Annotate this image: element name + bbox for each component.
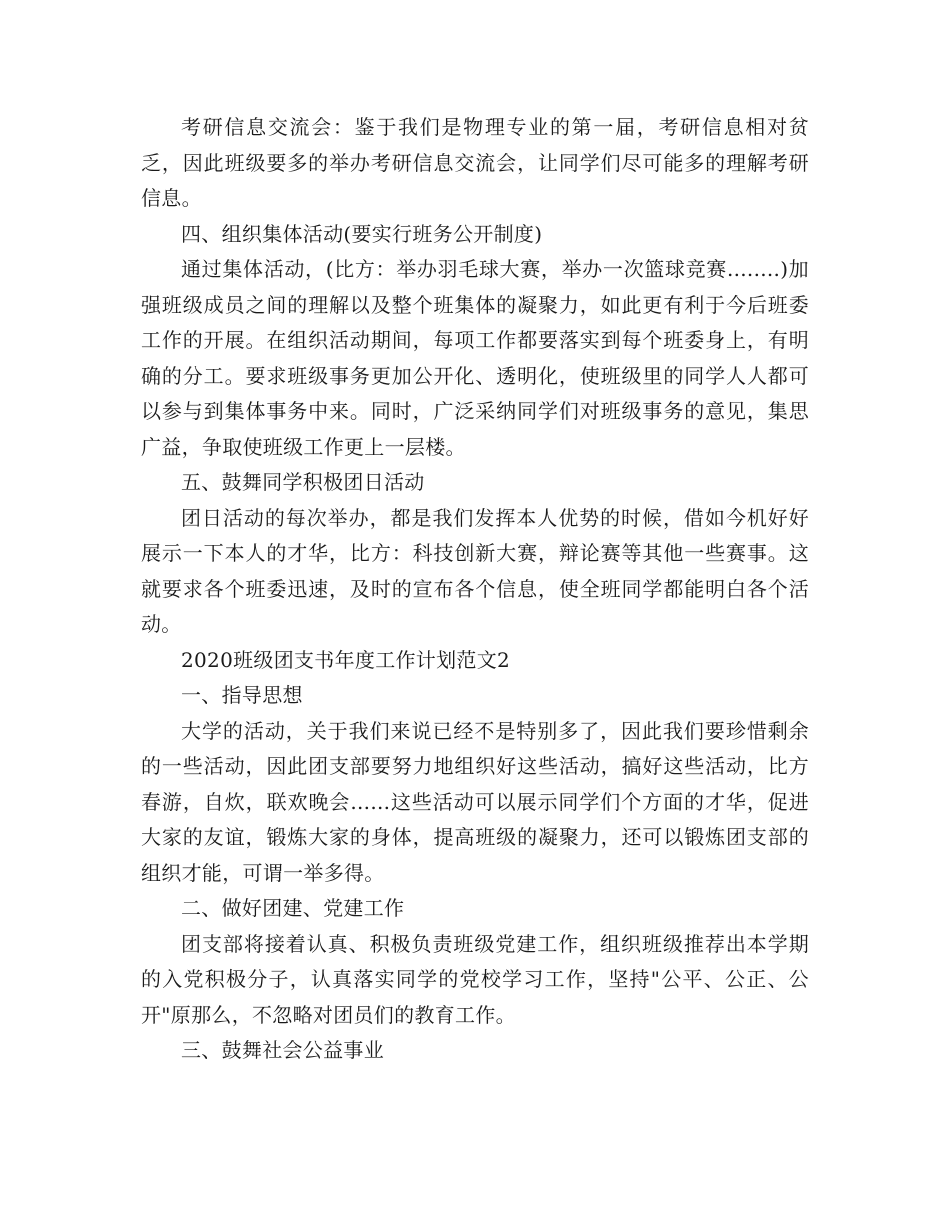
section-heading-4: 四、组织集体活动(要实行班务公开制度) [181, 221, 543, 246]
document-body [141, 110, 809, 1069]
section-heading-3: 三、鼓舞社会公益事业 [181, 1038, 384, 1062]
document-subtitle: 2020班级团支书年度工作计划范文2 [181, 647, 511, 672]
paragraph-collective-activities: 通过集体活动，(比方：举办羽毛球大赛，举办一次篮球竞赛........)加强班级成员之间的理解以及整个班集体的凝聚力，如此更有利于今后班委工作的开展。在组织活动期间，每项工作都要落实到每个班委身上，有明确的分工。要求班级事务更加公开化、透明化，使班级里的同学人人都可以参与到集体事务中来。同时，广泛采纳同学们对班级事务的意见，集思广益，争取使班级工作更上一层楼。 [141, 257, 809, 459]
paragraph-kaoyan-exchange: 考研信息交流会：鉴于我们是物理专业的第一届，考研信息相对贫乏，因此班级要多的举办考研信息交流会，让同学们尽可能多的理解考研信息。 [141, 115, 809, 210]
section-heading-5: 五、鼓舞同学积极团日活动 [181, 470, 425, 494]
section-heading-1: 一、指导思想 [181, 683, 303, 707]
paragraph-guiding-thought: 大学的活动，关于我们来说已经不是特别多了，因此我们要珍惜剩余的一些活动，因此团支部要努力地组织好这些活动，搞好这些活动，比方春游，自炊，联欢晚会......这些活动可以展示同学们个方面的才华，促进大家的友谊，锻炼大家的身体，提高班级的凝聚力，还可以锻炼团支部的组织才能，可谓一举多得。 [141, 718, 809, 885]
section-heading-2: 二、做好团建、党建工作 [181, 896, 405, 920]
paragraph-party-building: 团支部将接着认真、积极负责班级党建工作，组织班级推荐出本学期的入党积极分子，认真落实同学的党校学习工作，坚持"公平、公正、公开"原那么，不忽略对团员们的教育工作。 [141, 931, 809, 1027]
paragraph-league-day: 团日活动的每次举办，都是我们发挥本人优势的时候，借如今机好好展示一下本人的才华，比方：科技创新大赛，辩论赛等其他一些赛事。这就要求各个班委迅速，及时的宣布各个信息，使全班同学都能明白各个活动。 [141, 505, 809, 636]
